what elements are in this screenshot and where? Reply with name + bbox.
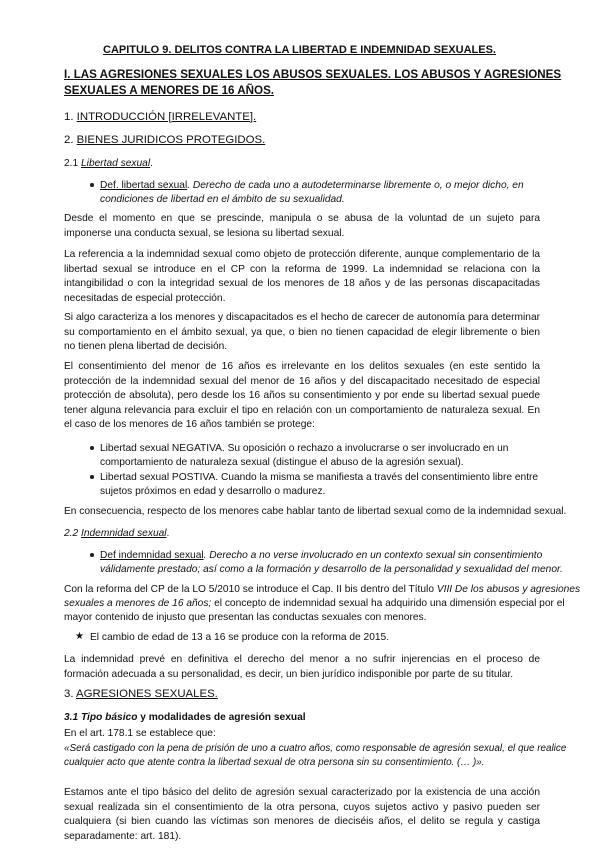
section-I-number: I. [64, 68, 71, 81]
def-libertad-term: Def. libertad sexual [100, 180, 188, 191]
paragraph-6-line3: mayor contenido de injusto que presentan las conductas sexuales con menores. [64, 612, 427, 623]
bullet-dot [90, 553, 94, 557]
paragraph-3: Si algo caracteriza a los menores y discapacitados es el hecho de carecer de autonomía para determinar su comportamiento en el ámbito sexual, ya que, o bien no tienen capacidad de elegir libremente o bien no tienen plena libertad de decisión. [64, 312, 540, 352]
section-3-heading [64, 688, 218, 701]
def-indemnidad-line2: válidamente prestado; así como a la formación y desarrollo de la personalidad y sexualidad del menor. [100, 564, 563, 575]
bullet-dot [90, 475, 94, 479]
article-intro: En el art. 178.1 se establece que: [64, 728, 216, 739]
subsection-2-1-label: Libertad sexual [81, 158, 151, 169]
section-2-label: BIENES JURIDICOS PROTEGIDOS. [76, 134, 266, 146]
def-indemnidad-term: Def indemnidad sexual [100, 550, 204, 561]
star-icon: ★ [75, 631, 84, 642]
bullet-dot [90, 183, 94, 187]
section-3-number: 3. [64, 688, 74, 700]
def-libertad-text1: . Derecho de cada uno a autodeterminarse libremente o, o mejor dicho, en [187, 180, 524, 191]
paragraph-2: La referencia a la indemnidad sexual como objeto de protección diferente, aunque complementario de la libertad sexual se introduce en el CP con la reforma de 1999. La indemnidad se relaciona con la intangibilidad o con la integridad sexual de los menores de 18 años y de las personas discapacitadas necesitadas de especial protección. [64, 249, 540, 304]
chapter-title: CAPITULO 9. DELITOS CONTRA LA LIBERTAD E INDEMNIDAD SEXUALES. [103, 44, 496, 56]
section-1-heading [64, 111, 256, 124]
section-1-number: 1. [64, 111, 74, 123]
section-1-label: INTRODUCCIÓN [IRRELEVANTE]. [76, 111, 257, 123]
paragraph-6-text2a: sexuales a menores de 16 años; [64, 598, 212, 609]
def-libertad-line2: condiciones de libertad en el ámbito de su sexualidad. [100, 194, 345, 205]
bullet-positiva-line2: sujetos próximos en edad y desarrollo o madurez. [100, 486, 326, 497]
paragraph-8: Estamos ante el tipo básico del delito de agresión sexual caracterizado por la existencia de una acción sexual realizada sin el consentimiento de la otra persona, cuyos sujetos activo y pasivo pueden ser cualquiera (si bien cuando las víctimas son menores de dieciséis años, el delito se regula y castiga separadamente: art. 181). [64, 787, 540, 842]
def-libertad-line1 [100, 179, 524, 192]
section-2-number: 2. [64, 134, 74, 146]
paragraph-7: La indemnidad prevé en definitiva el derecho del menor a no sufrir injerencias en el proceso de formación adecuada a su personalidad, es decir, un bien jurídico indisponible por parte de su titular. [64, 654, 540, 680]
section-3-label: AGRESIONES SEXUALES. [76, 688, 218, 700]
bullet-negativa-line2: comportamiento de naturaleza sexual (distingue el abuso de la agresión sexual). [100, 457, 464, 468]
subsection-3-1-label-b: y modalidades de agresión sexual [137, 712, 306, 723]
paragraph-5: En consecuencia, respecto de los menores cabe hablar tanto de libertad sexual como de la indemnidad sexual. [64, 506, 567, 517]
paragraph-4: El consentimiento del menor de 16 años es irrelevante en los delitos sexuales (en este sentido la protección de la indemnidad sexual del menor de 16 años y del discapacitado necesitado de especial protección de absoluta), pero desde los 16 años su consentimiento y por ende su libertad sexual puede tener alguna relevancia para excluir el tipo en relación con un comportamiento de naturaleza sexual. En el caso de los menores de 16 años también se protege: [64, 361, 540, 430]
subsection-3-1-heading [64, 711, 306, 724]
section-I-title-line2: SEXUALES A MENORES DE 16 AÑOS. [64, 84, 275, 97]
subsection-2-1-number: 2.1 [64, 158, 79, 169]
subsection-2-1-heading: 2.1 Libertad sexual. [64, 158, 153, 169]
paragraph-6-text2b: el concepto de indemnidad sexual ha adquirido una dimensión especial por el [211, 598, 565, 609]
subsection-3-1-label-a: 3.1 Tipo básico [64, 712, 138, 723]
star-note: El cambio de edad de 13 a 16 se produce con la reforma de 2015. [90, 632, 390, 643]
subsection-2-2-label: Indemnidad sexual [81, 528, 167, 539]
quote-line2: cualquier acto que atente contra la libertad sexual de otra persona sin su consentimiento. (… )». [64, 757, 485, 768]
section-I-heading-line1 [64, 67, 561, 83]
bullet-positiva-line1: Libertad sexual POSTIVA. Cuando la misma se manifiesta a través del consentimiento libre entre [100, 472, 539, 483]
def-indemnidad-text1: . Derecho a no verse involucrado en un contexto sexual sin consentimiento [203, 550, 543, 561]
def-indemnidad-line1 [100, 549, 542, 562]
section-I-title-line1: LAS AGRESIONES SEXUALES LOS ABUSOS SEXUALES. LOS ABUSOS Y AGRESIONES [73, 68, 562, 81]
bullet-negativa-line1: Libertad sexual NEGATIVA. Su oposición o rechazo a involucrarse o ser involucrado en un [100, 443, 509, 454]
paragraph-1: Desde el momento en que se prescinde, manipula o se abusa de la voluntad de un sujeto para imponerse una conducta sexual, se lesiona su libertad sexual. [64, 213, 540, 239]
paragraph-6-text1b: VIII De los abusos y agresiones [433, 584, 581, 595]
subsection-2-2-heading: 2.2 Indemnidad sexual. [64, 528, 170, 539]
paragraph-6-text1a: Con la reforma del CP de la LO 5/2010 se introduce el Cap. II bis dentro del Título [64, 584, 434, 595]
quote-line1: «Será castigado con la pena de prisión de uno a cuatro años, como responsable de agresión sexual, el que realice [64, 743, 567, 754]
paragraph-6-line2 [64, 597, 565, 610]
subsection-2-2-number: 2.2 [64, 528, 79, 539]
bullet-dot [90, 446, 94, 450]
paragraph-6-line1 [64, 583, 580, 596]
section-2-heading [64, 134, 265, 147]
